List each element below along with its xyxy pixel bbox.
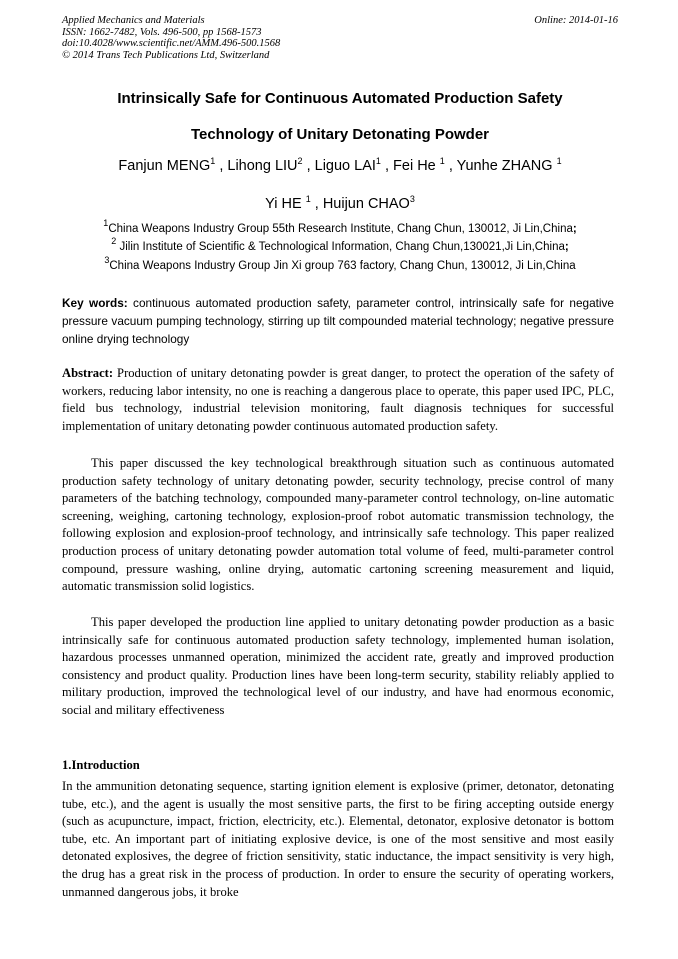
author-name: Yunhe ZHANG [456,158,553,174]
abstract-text: Production of unitary detonating powder is great danger, to protect the operation of the safety of workers, reducing labor intensity, no one is reaching a dangerous place to operate, this paper used IPC, PLC, field bus technology, industrial television monitoring, fault diagnosis techniques for successful implementation of unitary detonating powder continuous automated production safety. [62,366,614,433]
author-list-line-2: Yi HE $^1$ , Huijun CHAO$^3$ [265,194,415,212]
section-heading-introduction: 1.Introduction [62,758,140,772]
affiliation-number: 1 [103,218,109,228]
introduction-paragraph: In the ammunition detonating sequence, starting ignition element is explosive (primer, detonator, detonating tube, etc.), and the agent is usually the most sensitive parts, the first to be firing accepting outside energy (such as acupuncture, impact, friction, electricity, etc.). Elemental, detonator, explosive detonator is bottom tube, etc. An important part of initiating explosive device, is one of the most sensitive and most easily detonated explosives, the degree of friction sensitivity, static inductance, the impact sensitivity is very high, the drug has a great risk in the process of production. In order to ensure the security of operating workers, unmanned dangerous jobs, it broke [62,779,614,899]
keywords-text: continuous automated production safety, parameter control, intrinsically safe for negative pressure vacuum pumping technology, stirring up tilt compounded material technology; negative pressure online drying technology [62,296,614,346]
author-name: Huijun CHAO [322,196,410,212]
author-affiliation-mark: 1 [556,156,562,166]
abstract-paragraph-1 [62,365,614,435]
abstract-paragraph-3: This paper developed the production line applied to unitary detonating powder production as a basic intrinsically safe for continuous automated production safety technology, implemented human isolation, hazardous processes unmanned operation, minimized the accident rate, greatly and improved production consistency and product quality. Production lines have been long-term security, stability reliably applied to military production, improved the technological level of our industry, and have had enormous economic, social and military effectiveness [62,615,614,717]
doi-line: doi:10.4028/www.scientific.net/AMM.496-500.1568 [62,38,281,49]
author-list-line-1: Fanjun MENG$^1$ , Lihong LIU$^2$ , Liguo LAI$^1$ , Fei He $^1$ , Yunhe ZHANG $^1$ [118,156,562,174]
copyright-line: © 2014 Trans Tech Publications Ltd, Switzerland [62,49,270,61]
affiliation-text: Jilin Institute of Scientific & Technological Information, Chang Chun,130021,Ji Lin,China [119,241,565,253]
abstract-paragraph-2: This paper discussed the key technological breakthrough situation such as continuous automated production safety technology of unitary detonating powder, security technology, precise control of many parameters of the batching technology, compounded many-parameter control technology, on-line automatic screening, weighing, cartoning technology, explosion-proof robot automatic transmission technology, the following explosion and explosion-proof technology, and intrinsically safe technology. This paper realized production process of unitary detonating powder automation total volume of feed, multi-parameter control compound, pressure washing, online drying, automatic cartoning screening measurement and liquid, automatic transmission solid logistics. [62,456,614,594]
journal-header [62,15,618,61]
affiliation-3 [40,255,640,272]
author-name: Fei He [393,158,436,174]
affiliation-text: China Weapons Industry Group 55th Research Institute, Chang Chun, 130012, Ji Lin,China [108,223,573,235]
affiliation-end: ; [572,223,577,235]
keywords-label: Key words: [62,296,128,310]
affiliation-1 [40,218,640,235]
author-name: Liguo LAI [314,158,376,174]
issn-line: ISSN: 1662-7482, Vols. 496-500, pp 1568-1573 [62,26,262,38]
paper-title-line-1: Intrinsically Safe for Continuous Automated Production Safety [117,90,563,107]
author-affiliation-mark: 2 [297,156,303,166]
affiliation-end: ; [564,241,569,253]
author-name: Fanjun MENG [118,158,211,174]
affiliation-text: China Weapons Industry Group Jin Xi group 763 factory, Chang Chun, 130012, Ji Lin,China [109,260,576,272]
author-affiliation-mark: 3 [409,194,415,204]
affiliation-number: 3 [104,255,110,265]
author-affiliation-mark: 1 [305,194,311,204]
author-affiliation-mark: 1 [439,156,445,166]
author-name: Yi HE [265,196,302,212]
author-affiliation-mark: 1 [210,156,216,166]
paper-title-line-2: Technology of Unitary Detonating Powder [190,126,490,143]
author-name: Lihong LIU [227,158,298,174]
author-affiliation-mark: 1 [375,156,381,166]
online-date: Online: 2014-01-16 [534,15,618,26]
keywords [62,294,614,348]
affiliation-2 [40,236,640,253]
affiliation-number: 2 [111,236,117,246]
abstract-label: Abstract: [62,366,114,380]
journal-name: Applied Mechanics and Materials [62,15,205,26]
